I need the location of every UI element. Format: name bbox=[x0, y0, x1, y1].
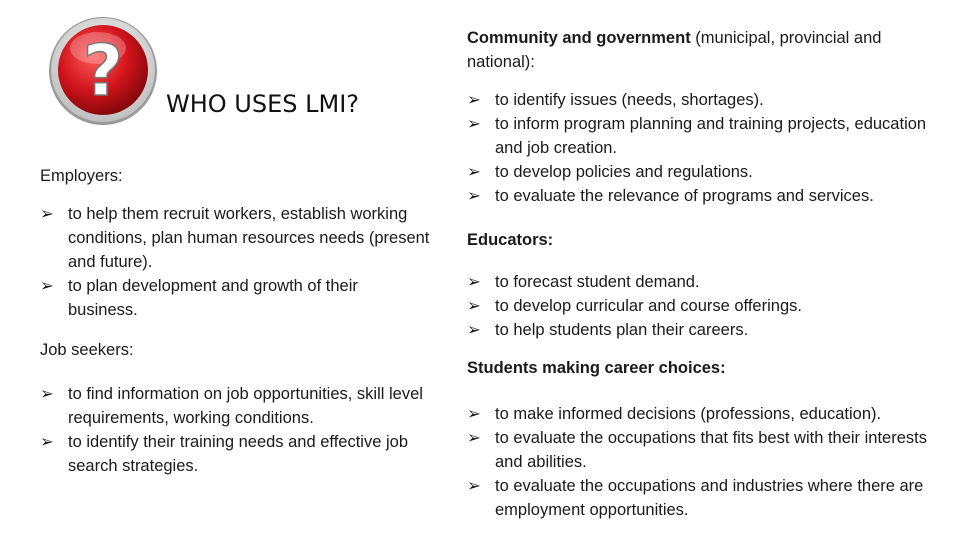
list-item: ➢ to develop policies and regulations. bbox=[467, 160, 937, 184]
job-seekers-section bbox=[40, 338, 435, 478]
question-mark-icon bbox=[48, 16, 158, 126]
community-heading: Community and government (municipal, provincial and national): bbox=[467, 29, 882, 71]
arrow-bullet-icon: ➢ bbox=[467, 405, 481, 423]
arrow-bullet-icon: ➢ bbox=[40, 433, 54, 451]
arrow-bullet-icon: ➢ bbox=[40, 385, 54, 403]
arrow-bullet-icon: ➢ bbox=[467, 187, 481, 205]
arrow-bullet-icon: ➢ bbox=[467, 91, 481, 109]
svg-text:?: ? bbox=[82, 30, 124, 112]
arrow-bullet-icon: ➢ bbox=[467, 477, 481, 495]
list-item: ➢ to identify their training needs and effective job search strategies. bbox=[40, 430, 435, 478]
job-seekers-heading: Job seekers: bbox=[40, 341, 134, 359]
community-list bbox=[467, 88, 937, 208]
list-item: ➢ to help them recruit workers, establish working conditions, plan human resources needs (present and future). bbox=[40, 202, 430, 274]
list-item: ➢ to develop curricular and course offerings. bbox=[467, 294, 937, 318]
list-item: ➢ to help students plan their careers. bbox=[467, 318, 937, 342]
arrow-bullet-icon: ➢ bbox=[467, 115, 481, 133]
list-item: ➢ to inform program planning and training projects, education and job creation. bbox=[467, 112, 937, 160]
students-list bbox=[467, 402, 947, 522]
page-title: WHO USES LMI? bbox=[166, 90, 360, 118]
educators-section bbox=[467, 228, 937, 342]
educators-heading: Educators: bbox=[467, 231, 554, 249]
list-item: ➢ to identify issues (needs, shortages). bbox=[467, 88, 937, 112]
students-section bbox=[467, 356, 947, 522]
employers-list bbox=[40, 202, 430, 322]
employers-heading: Employers: bbox=[40, 167, 123, 185]
community-section bbox=[467, 26, 937, 208]
list-item: ➢ to find information on job opportunities, skill level requirements, working conditions. bbox=[40, 382, 435, 430]
list-item: ➢ to make informed decisions (professions, education). bbox=[467, 402, 947, 426]
arrow-bullet-icon: ➢ bbox=[467, 163, 481, 181]
job-seekers-list bbox=[40, 382, 435, 478]
students-heading: Students making career choices: bbox=[467, 359, 726, 377]
educators-list bbox=[467, 270, 937, 342]
arrow-bullet-icon: ➢ bbox=[467, 429, 481, 447]
list-item: ➢ to evaluate the relevance of programs and services. bbox=[467, 184, 937, 208]
arrow-bullet-icon: ➢ bbox=[467, 297, 481, 315]
list-item: ➢ to evaluate the occupations that fits best with their interests and abilities. bbox=[467, 426, 947, 474]
arrow-bullet-icon: ➢ bbox=[40, 205, 54, 223]
list-item: ➢ to plan development and growth of their business. bbox=[40, 274, 430, 322]
list-item: ➢ to forecast student demand. bbox=[467, 270, 937, 294]
arrow-bullet-icon: ➢ bbox=[467, 321, 481, 339]
arrow-bullet-icon: ➢ bbox=[40, 277, 54, 295]
arrow-bullet-icon: ➢ bbox=[467, 273, 481, 291]
employers-section bbox=[40, 164, 430, 322]
list-item: ➢ to evaluate the occupations and industries where there are employment opportunities. bbox=[467, 474, 947, 522]
